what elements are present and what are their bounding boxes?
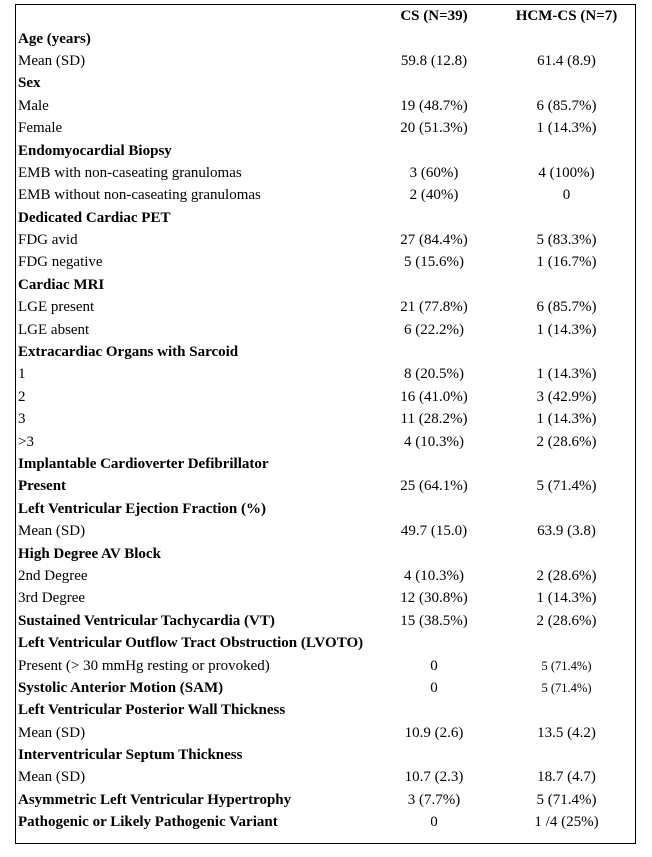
- cs-value: 15 (38.5%): [400, 612, 468, 629]
- hcm-value: 6 (85.7%): [536, 299, 597, 316]
- section-header-row: [16, 453, 637, 475]
- cs-value: [372, 207, 496, 229]
- cs-value: 16 (41.0%): [400, 388, 468, 405]
- hcm-value: 2 (28.6%): [536, 612, 597, 629]
- hcm-value: 0: [562, 187, 571, 204]
- row-label: Systolic Anterior Motion (SAM): [18, 679, 224, 696]
- cs-value: 5 (15.6%): [404, 254, 464, 271]
- hcm-value: 5 (71.4%): [536, 478, 597, 495]
- section-header-row: [16, 744, 637, 766]
- section-header-row: [16, 72, 637, 94]
- cs-value: 0: [430, 814, 438, 831]
- row-label: Asymmetric Left Ventricular Hypertrophy: [18, 791, 292, 808]
- hcm-value: [496, 498, 637, 520]
- table-row: [16, 251, 637, 273]
- table-row: [16, 766, 637, 788]
- hcm-value: [496, 699, 637, 721]
- cs-value: 4 (10.3%): [404, 567, 464, 584]
- cs-value: 6 (22.2%): [404, 321, 464, 338]
- cs-value: 27 (84.4%): [400, 232, 468, 249]
- row-label: Mean (SD): [18, 769, 86, 786]
- hcm-value: 3 (42.9%): [536, 388, 597, 405]
- table-row: [16, 654, 637, 676]
- cs-value: 21 (77.8%): [400, 299, 468, 316]
- table-row: [16, 408, 637, 430]
- section-title: Interventricular Septum Thickness: [18, 747, 243, 764]
- cs-value: 10.7 (2.3): [404, 769, 464, 786]
- row-label: Sustained Ventricular Tachycardia (VT): [18, 612, 275, 629]
- section-title: Sex: [18, 75, 41, 92]
- hcm-value: 5 (71.4%): [536, 791, 597, 808]
- row-label: Mean (SD): [18, 724, 86, 741]
- cs-value: 19 (48.7%): [400, 97, 468, 114]
- row-label: Pathogenic or Likely Pathogenic Variant: [18, 814, 278, 831]
- section-header-row: [16, 498, 637, 520]
- hcm-value: 18.7 (4.7): [537, 769, 596, 786]
- cs-value: [372, 542, 496, 564]
- cs-value: 11 (28.2%): [400, 411, 468, 428]
- hcm-value: 2 (28.6%): [536, 567, 597, 584]
- hcm-value: 13.5 (4.2): [537, 724, 596, 741]
- header-cs: CS (N=39): [400, 8, 468, 25]
- row-label: FDG negative: [18, 254, 103, 271]
- cs-value: 3 (7.7%): [407, 791, 461, 808]
- table-header-row: [16, 5, 637, 27]
- section-title: Left Ventricular Ejection Fraction (%): [18, 500, 267, 517]
- cs-value: 10.9 (2.6): [404, 724, 464, 741]
- cs-value: 25 (64.1%): [400, 478, 468, 495]
- hcm-value: 5 (71.4%): [541, 658, 592, 673]
- section-title: Age (years): [18, 30, 91, 47]
- table-row: [16, 229, 637, 251]
- section-header-row: [16, 139, 637, 161]
- table-row: [16, 475, 637, 497]
- hcm-value: 5 (83.3%): [536, 232, 597, 249]
- header-label: [16, 5, 372, 27]
- section-header-row: [16, 27, 637, 49]
- table-row: [16, 430, 637, 452]
- table-row: [16, 95, 637, 117]
- hcm-value: 1 (14.3%): [536, 120, 597, 137]
- cs-value: 59.8 (12.8): [400, 52, 468, 69]
- hcm-value: 5 (71.4%): [541, 680, 592, 695]
- hcm-value: [496, 274, 637, 296]
- section-title: Left Ventricular Posterior Wall Thickness: [18, 702, 286, 719]
- cs-value: 49.7 (15.0): [400, 523, 468, 540]
- row-label: Mean (SD): [18, 523, 86, 540]
- cs-value: 0: [430, 657, 438, 674]
- section-title: Extracardiac Organs with Sarcoid: [18, 344, 239, 361]
- cs-value: [372, 498, 496, 520]
- section-title: Dedicated Cardiac PET: [18, 209, 171, 226]
- table-row: [16, 117, 637, 139]
- hcm-value: 1 /4 (25%): [534, 814, 599, 831]
- hcm-value: 2 (28.6%): [536, 433, 597, 450]
- hcm-value: 1 (14.3%): [536, 411, 597, 428]
- cs-value: [372, 139, 496, 161]
- hcm-value: [496, 744, 637, 766]
- table-row: [16, 565, 637, 587]
- table-row: [16, 789, 637, 811]
- header-hcm: HCM-CS (N=7): [515, 8, 618, 25]
- row-label: Present (> 30 mmHg resting or provoked): [18, 657, 270, 674]
- row-label: 3rd Degree: [18, 590, 86, 607]
- section-title: Endomyocardial Biopsy: [18, 142, 172, 159]
- cs-value: 2 (40%): [409, 187, 459, 204]
- hcm-value: [496, 453, 637, 475]
- row-label: Male: [18, 97, 49, 114]
- row-label: EMB without non-caseating granulomas: [18, 187, 261, 204]
- row-label: >3: [18, 433, 34, 450]
- row-label: Mean (SD): [18, 52, 86, 69]
- table-row: [16, 722, 637, 744]
- characteristics-table: [16, 5, 637, 833]
- hcm-value: [496, 632, 637, 654]
- table-row: [16, 318, 637, 340]
- cs-value: [372, 27, 496, 49]
- hcm-value: [496, 139, 637, 161]
- cs-value: [372, 632, 496, 654]
- row-label: LGE present: [18, 299, 95, 316]
- hcm-value: [496, 72, 637, 94]
- section-header-row: [16, 274, 637, 296]
- cs-value: [372, 72, 496, 94]
- cs-value: [372, 744, 496, 766]
- cs-value: [372, 699, 496, 721]
- table-row: [16, 520, 637, 542]
- hcm-value: [496, 341, 637, 363]
- table-row: [16, 50, 637, 72]
- hcm-value: 1 (14.3%): [536, 321, 597, 338]
- table-row: [16, 296, 637, 318]
- section-title: Cardiac MRI: [18, 276, 105, 293]
- row-label: 2: [18, 388, 26, 405]
- table-row: [16, 363, 637, 385]
- hcm-value: 4 (100%): [538, 164, 595, 181]
- hcm-value: [496, 207, 637, 229]
- table-row: [16, 610, 637, 632]
- cs-value: 12 (30.8%): [400, 590, 468, 607]
- table-row: [16, 386, 637, 408]
- hcm-value: [496, 542, 637, 564]
- section-header-row: [16, 542, 637, 564]
- row-label: Present: [18, 478, 67, 495]
- hcm-value: [496, 27, 637, 49]
- hcm-value: 61.4 (8.9): [537, 52, 596, 69]
- row-label: EMB with non-caseating granulomas: [18, 164, 242, 181]
- cs-value: 0: [430, 679, 438, 696]
- cs-value: [372, 274, 496, 296]
- hcm-value: 1 (14.3%): [536, 366, 597, 383]
- row-label: FDG avid: [18, 232, 78, 249]
- hcm-value: 63.9 (3.8): [537, 523, 596, 540]
- table-row: [16, 184, 637, 206]
- section-title: Implantable Cardioverter Defibrillator: [18, 456, 269, 472]
- hcm-value: 6 (85.7%): [536, 97, 597, 114]
- cs-value: 4 (10.3%): [404, 433, 464, 450]
- row-label: 2nd Degree: [18, 567, 88, 584]
- hcm-value: 1 (16.7%): [536, 254, 597, 271]
- section-header-row: [16, 341, 637, 363]
- cs-value: 20 (51.3%): [400, 120, 468, 137]
- cs-value: [372, 341, 496, 363]
- table-row: [16, 811, 637, 833]
- section-header-row: [16, 207, 637, 229]
- section-title: High Degree AV Block: [18, 545, 161, 562]
- row-label: 1: [18, 366, 26, 383]
- cs-value: 8 (20.5%): [404, 366, 464, 383]
- cs-value: 3 (60%): [409, 164, 459, 181]
- table-row: [16, 587, 637, 609]
- table-body: [16, 27, 637, 833]
- section-header-row: [16, 699, 637, 721]
- cs-value: [372, 453, 496, 475]
- hcm-value: 1 (14.3%): [536, 590, 597, 607]
- row-label: 3: [18, 411, 26, 428]
- table-row: [16, 162, 637, 184]
- row-label: LGE absent: [18, 321, 90, 338]
- row-label: Female: [18, 120, 63, 137]
- table-row: [16, 677, 637, 699]
- section-header-row: [16, 632, 637, 654]
- section-title: Left Ventricular Outflow Tract Obstruction (LVOTO): [18, 635, 364, 652]
- characteristics-table-frame: [15, 4, 636, 844]
